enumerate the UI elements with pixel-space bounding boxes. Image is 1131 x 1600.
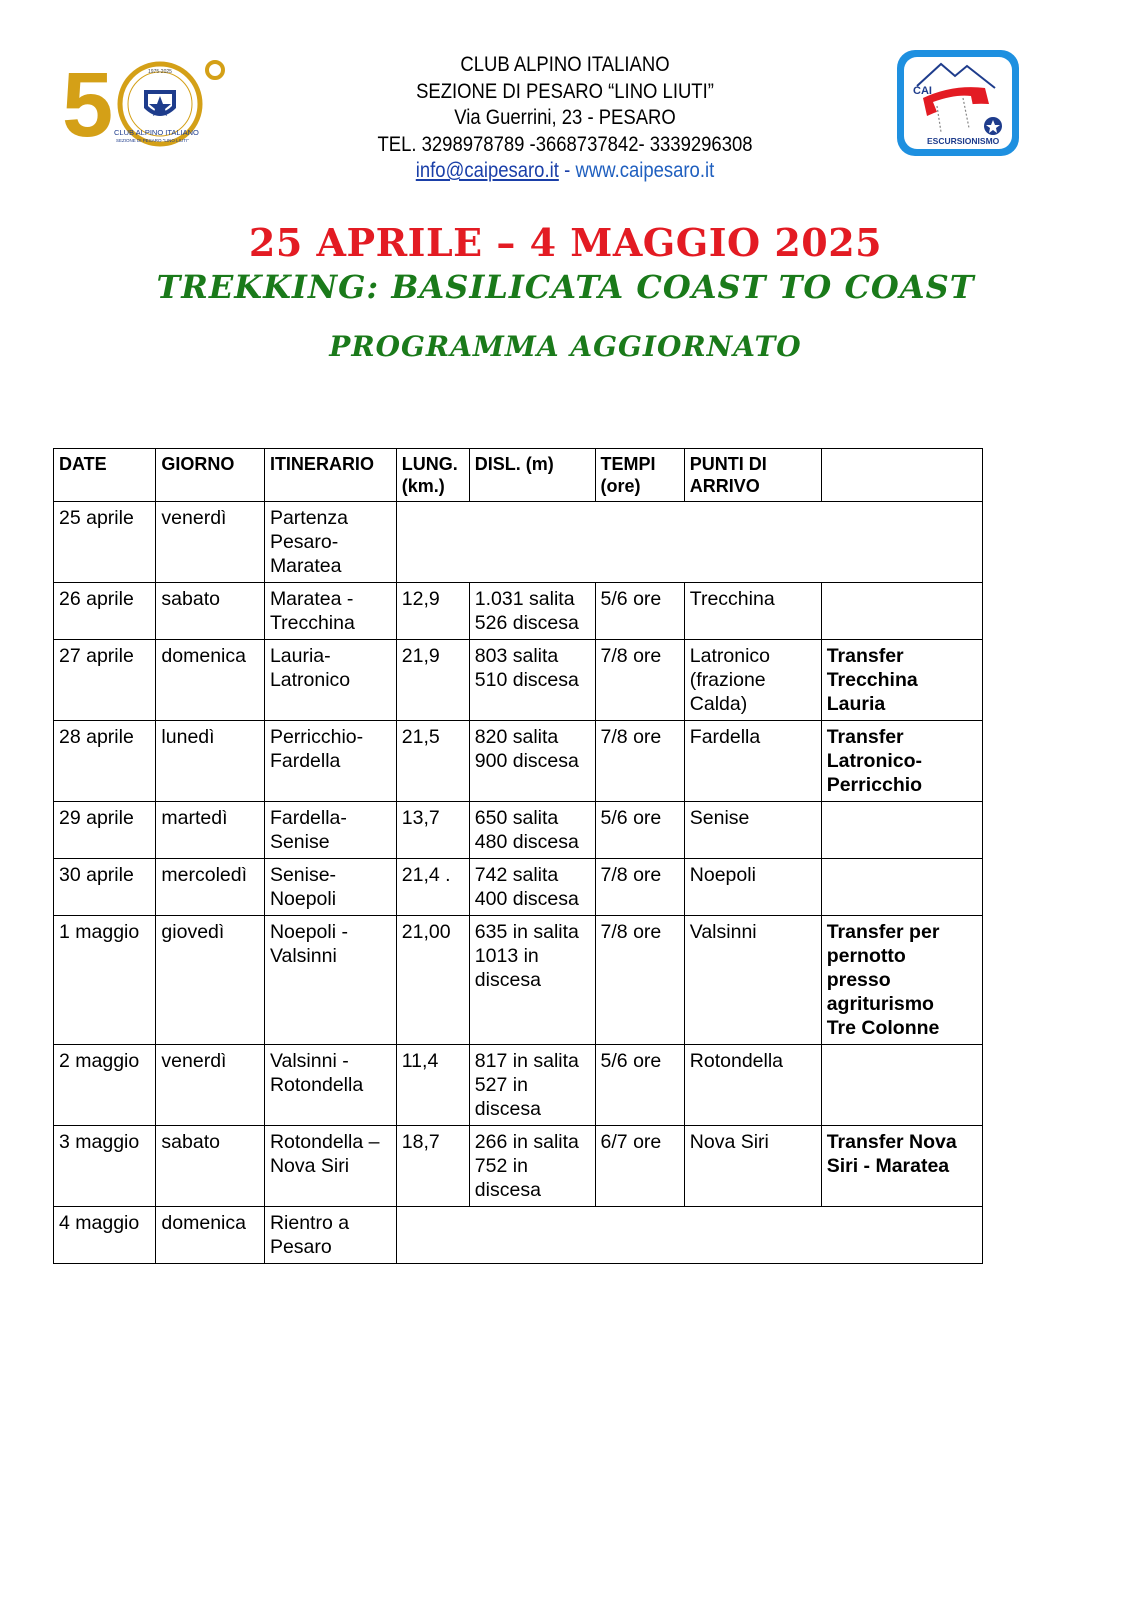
cell-itinerary: Senise- Noepoli <box>264 859 396 916</box>
club-section: SEZIONE DI PESARO “LINO LIUTI” <box>416 79 714 103</box>
cell-day: domenica <box>156 1207 265 1264</box>
cell-empty-span <box>396 502 982 583</box>
logo-years: 1975-2025 <box>148 69 172 75</box>
cell-itinerary: Rientro a Pesaro <box>264 1207 396 1264</box>
cell-itinerary: Perricchio- Fardella <box>264 721 396 802</box>
table-row <box>54 502 983 583</box>
cell-elevation: 742 salita 400 discesa <box>469 859 595 916</box>
cell-elevation: 1.031 salita 526 discesa <box>469 583 595 640</box>
cell-time: 7/8 ore <box>595 640 684 721</box>
logo-escursionismo-text: ESCURSIONISMO <box>927 136 1000 146</box>
club-phones: TEL. 3298978789 -3668737842- 3339296308 <box>377 132 753 156</box>
cell-arrival: Noepoli <box>684 859 821 916</box>
cell-day: sabato <box>156 1126 265 1207</box>
cell-itinerary: Rotondella – Nova Siri <box>264 1126 396 1207</box>
cell-arrival: Valsinni <box>684 916 821 1045</box>
cell-length: 11,4 <box>396 1045 469 1126</box>
table-row <box>54 640 983 721</box>
trek-title: TREKKING: BASILICATA COAST TO COAST <box>156 268 975 306</box>
cai-50-anniversary-logo <box>62 58 234 150</box>
cell-day: venerdì <box>156 1045 265 1126</box>
col-header-elevation: DISL. (m) <box>469 449 595 502</box>
col-header-date: DATE <box>54 449 156 502</box>
cell-time: 6/7 ore <box>595 1126 684 1207</box>
cell-notes: Transfer Nova Siri - Maratea <box>821 1126 982 1207</box>
logo-name-line2: SEZIONE DI PESARO "LINO LIUTI" <box>116 138 189 143</box>
cell-itinerary: Fardella- Senise <box>264 802 396 859</box>
col-header-day: GIORNO <box>156 449 265 502</box>
event-dates-title: 25 APRILE – 4 MAGGIO 2025 <box>248 220 883 265</box>
cell-day: lunedì <box>156 721 265 802</box>
cell-day: venerdì <box>156 502 265 583</box>
cell-date: 2 maggio <box>54 1045 156 1126</box>
cell-date: 29 aprile <box>54 802 156 859</box>
cell-day: domenica <box>156 640 265 721</box>
cell-date: 4 maggio <box>54 1207 156 1264</box>
cell-date: 30 aprile <box>54 859 156 916</box>
table-row <box>54 583 983 640</box>
schedule-table <box>53 448 983 1264</box>
logo-big-number: 5 <box>62 58 114 150</box>
table-row <box>54 1126 983 1207</box>
cai-escursionismo-logo-icon <box>893 46 1023 160</box>
cell-arrival: Nova Siri <box>684 1126 821 1207</box>
col-header-length: LUNG. (km.) <box>396 449 469 502</box>
table-row <box>54 859 983 916</box>
cell-arrival: Fardella <box>684 721 821 802</box>
cell-date: 26 aprile <box>54 583 156 640</box>
cell-notes <box>821 859 982 916</box>
cell-notes <box>821 583 982 640</box>
cell-arrival: Senise <box>684 802 821 859</box>
table-row <box>54 916 983 1045</box>
cell-empty-span <box>396 1207 982 1264</box>
cell-day: mercoledì <box>156 859 265 916</box>
table-row <box>54 1207 983 1264</box>
cell-elevation: 817 in salita 527 in discesa <box>469 1045 595 1126</box>
logo-cai-text: CAI <box>913 85 932 97</box>
cai-50-anniversary-logo-icon <box>62 58 234 150</box>
cell-length: 12,9 <box>396 583 469 640</box>
cell-notes: Transfer Latronico- Perricchio <box>821 721 982 802</box>
club-name: CLUB ALPINO ITALIANO <box>460 53 670 76</box>
cell-length: 21,00 <box>396 916 469 1045</box>
cell-elevation: 803 salita 510 discesa <box>469 640 595 721</box>
cell-notes <box>821 1045 982 1126</box>
cell-date: 25 aprile <box>54 502 156 583</box>
cell-notes: Transfer per pernotto presso agriturismo Tre Colonne <box>821 916 982 1045</box>
cell-notes: Transfer Trecchina Lauria <box>821 640 982 721</box>
table-row <box>54 802 983 859</box>
contacts-separator: - <box>564 159 571 182</box>
cell-date: 27 aprile <box>54 640 156 721</box>
cell-arrival: Trecchina <box>684 583 821 640</box>
club-header <box>358 52 772 185</box>
cell-time: 7/8 ore <box>595 916 684 1045</box>
cell-elevation: 820 salita 900 discesa <box>469 721 595 802</box>
cell-date: 3 maggio <box>54 1126 156 1207</box>
cell-elevation: 266 in salita 752 in discesa <box>469 1126 595 1207</box>
cell-date: 28 aprile <box>54 721 156 802</box>
cai-escursionismo-logo <box>893 46 1023 160</box>
cell-itinerary: Valsinni - Rotondella <box>264 1045 396 1126</box>
email-link[interactable]: info@caipesaro.it <box>415 159 559 182</box>
logo-name-line1: CLUB ALPINO ITALIANO <box>114 128 199 137</box>
cell-length: 18,7 <box>396 1126 469 1207</box>
cell-elevation: 635 in salita 1013 in discesa <box>469 916 595 1045</box>
cell-time: 7/8 ore <box>595 721 684 802</box>
cell-day: sabato <box>156 583 265 640</box>
col-header-time: TEMPI (ore) <box>595 449 684 502</box>
cell-length: 13,7 <box>396 802 469 859</box>
cell-arrival: Rotondella <box>684 1045 821 1126</box>
cell-length: 21,4 . <box>396 859 469 916</box>
table-row <box>54 1045 983 1126</box>
website-link[interactable]: www.caipesaro.it <box>575 159 715 182</box>
cell-itinerary: Maratea - Trecchina <box>264 583 396 640</box>
schedule-body <box>54 502 983 1264</box>
cell-length: 21,5 <box>396 721 469 802</box>
cell-length: 21,9 <box>396 640 469 721</box>
table-row <box>54 721 983 802</box>
club-address: Via Guerrini, 23 - PESARO <box>454 106 676 129</box>
cell-itinerary: Noepoli - Valsinni <box>264 916 396 1045</box>
col-header-itinerary: ITINERARIO <box>264 449 396 502</box>
cell-notes <box>821 802 982 859</box>
cell-day: martedì <box>156 802 265 859</box>
cell-itinerary: Partenza Pesaro- Maratea <box>264 502 396 583</box>
program-title: PROGRAMMA AGGIORNATO <box>329 330 802 363</box>
cell-arrival: Latronico (frazione Calda) <box>684 640 821 721</box>
cell-time: 5/6 ore <box>595 583 684 640</box>
table-header-row <box>54 449 983 502</box>
col-header-arrival: PUNTI DI ARRIVO <box>684 449 821 502</box>
club-contacts <box>358 158 772 185</box>
col-header-notes <box>821 449 982 502</box>
cell-time: 5/6 ore <box>595 802 684 859</box>
cell-date: 1 maggio <box>54 916 156 1045</box>
cell-itinerary: Lauria- Latronico <box>264 640 396 721</box>
cell-day: giovedì <box>156 916 265 1045</box>
cell-time: 7/8 ore <box>595 859 684 916</box>
cell-time: 5/6 ore <box>595 1045 684 1126</box>
cell-elevation: 650 salita 480 discesa <box>469 802 595 859</box>
